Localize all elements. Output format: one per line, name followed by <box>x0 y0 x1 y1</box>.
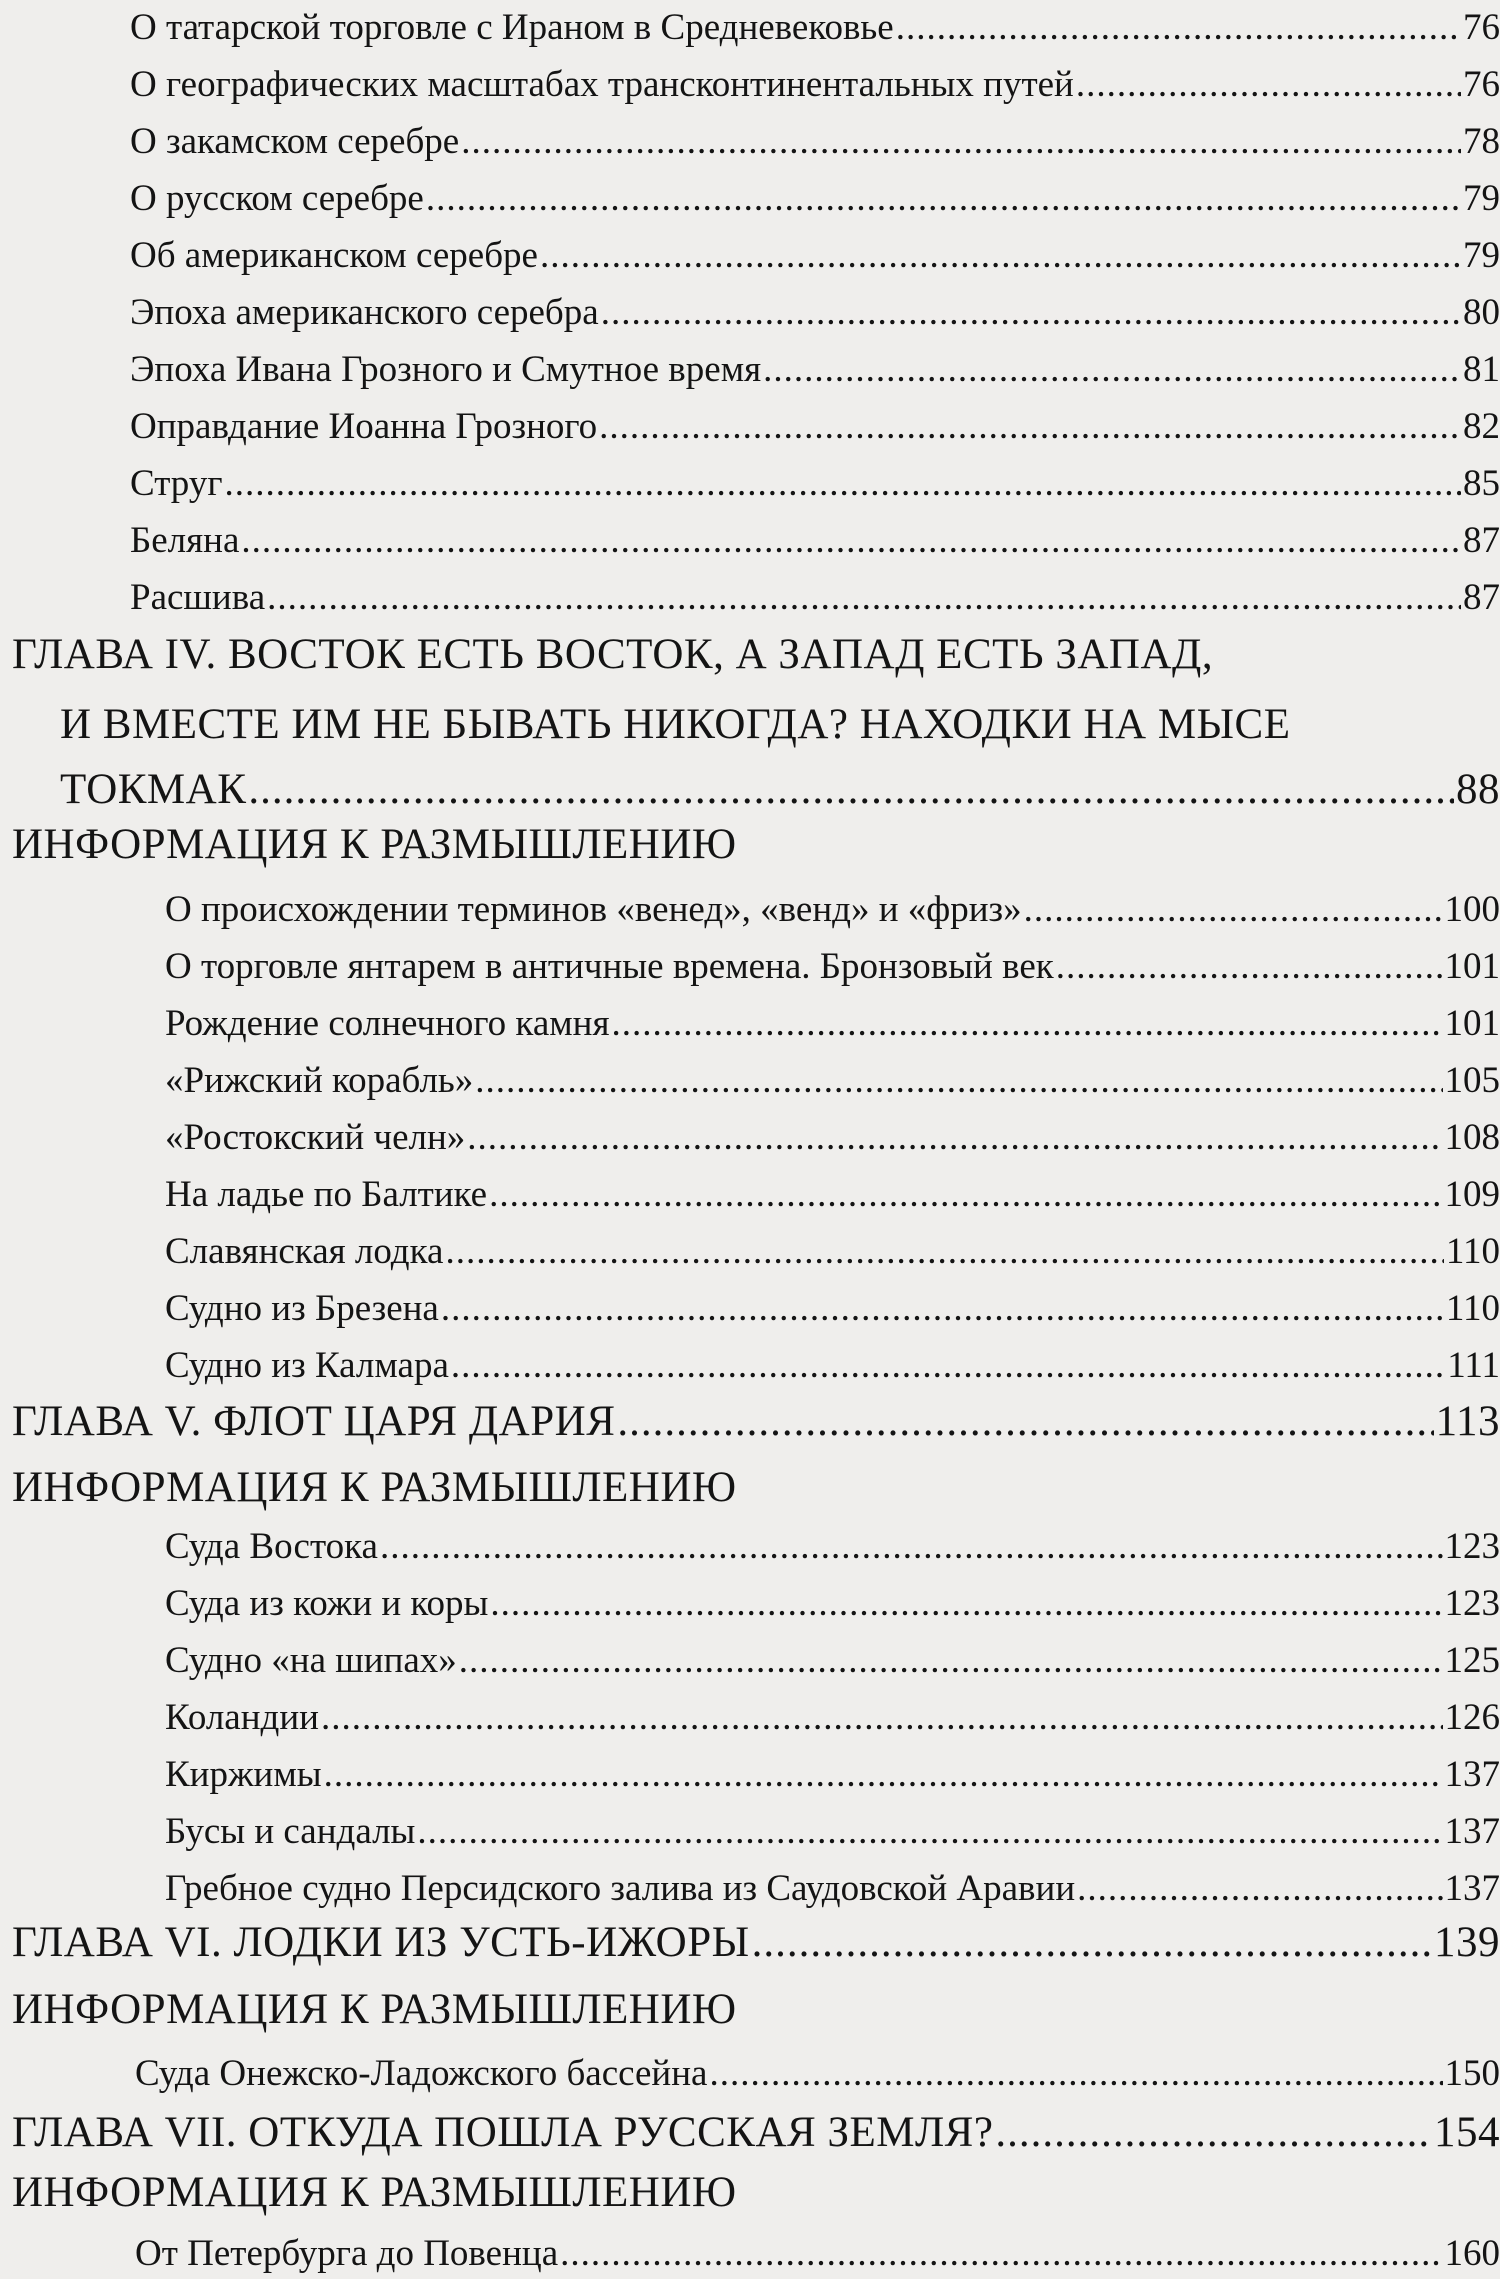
toc-entry <box>165 1116 1500 1159</box>
leader-dots <box>1056 945 1443 988</box>
leader-dots <box>560 2232 1442 2275</box>
toc-entry <box>165 1287 1500 1330</box>
toc-entry-title: Судно из Калмара <box>165 1345 449 1386</box>
leader-dots <box>467 1116 1442 1159</box>
toc-entry <box>165 1230 1500 1273</box>
chapter-heading <box>12 1397 1500 1446</box>
toc-entry <box>165 1753 1500 1796</box>
toc-entry-title: Оправдание Иоанна Грозного <box>130 406 598 447</box>
toc-entry <box>165 1002 1500 1045</box>
leader-dots <box>752 1918 1432 1967</box>
toc-entry-page: 111 <box>1447 1345 1500 1386</box>
section-heading <box>12 1985 1500 2034</box>
toc-entry <box>165 1344 1500 1387</box>
leader-dots <box>490 1582 1442 1625</box>
toc-entry <box>165 1867 1500 1910</box>
toc-entry-page: 105 <box>1444 1060 1500 1101</box>
toc-entry-page: 100 <box>1444 889 1500 930</box>
toc-entry-title: О закамском серебре <box>130 121 460 162</box>
toc-entry <box>130 177 1500 220</box>
leader-dots <box>461 120 1461 163</box>
leader-dots <box>709 2052 1442 2095</box>
leader-dots <box>995 2108 1432 2157</box>
chapter-heading <box>12 2108 1500 2157</box>
toc-entry-page: 125 <box>1444 1640 1500 1681</box>
chapter-heading-continued <box>60 700 1500 749</box>
toc-entry <box>130 234 1500 277</box>
toc-entry <box>165 1810 1500 1853</box>
toc-entry-title: Рождение солнечного камня <box>165 1003 610 1044</box>
toc-entry-title: Бусы и сандалы <box>165 1811 416 1852</box>
toc-entry <box>165 1582 1500 1625</box>
toc-entry-page: 139 <box>1434 1919 1500 1966</box>
leader-dots <box>896 6 1461 49</box>
toc-entry-page: 150 <box>1444 2053 1500 2094</box>
toc-entry-page: 101 <box>1444 1003 1500 1044</box>
toc-entry-title: От Петербурга до Повенца <box>135 2233 559 2274</box>
section-heading <box>12 2168 1500 2217</box>
leader-dots <box>540 234 1461 277</box>
toc-entry-title: На ладье по Балтике <box>165 1174 488 1215</box>
toc-entry-page: 113 <box>1435 1398 1500 1445</box>
toc-entry-page: 126 <box>1444 1697 1500 1738</box>
toc-entry <box>165 1696 1500 1739</box>
toc-entry-title: Об американском серебре <box>130 235 538 276</box>
toc-entry-page: 154 <box>1434 2109 1500 2156</box>
toc-entry <box>130 576 1500 619</box>
toc-entry <box>165 888 1500 931</box>
toc-entry-page: 88 <box>1456 766 1500 813</box>
toc-entry-page: 110 <box>1445 1288 1500 1329</box>
leader-dots <box>612 1002 1443 1045</box>
leader-dots <box>451 1344 1445 1387</box>
toc-entry-title: «Ростокский челн» <box>165 1117 466 1158</box>
toc-entry-title: Суда из кожи и коры <box>165 1583 489 1624</box>
leader-dots <box>617 1397 1433 1446</box>
leader-dots <box>599 405 1461 448</box>
leader-dots <box>601 291 1461 334</box>
section-title: ИНФОРМАЦИЯ К РАЗМЫШЛЕНИЮ <box>12 821 737 868</box>
leader-dots <box>426 177 1461 220</box>
toc-entry-title: О торговле янтарем в античные времена. Бронзовый век <box>165 946 1054 987</box>
toc-entry-title: Суда Востока <box>165 1526 378 1567</box>
toc-entry-page: 101 <box>1444 946 1500 987</box>
leader-dots <box>1024 888 1443 931</box>
toc-entry-page: 110 <box>1445 1231 1500 1272</box>
toc-entry-page: 82 <box>1463 406 1500 447</box>
toc-entry-title: О географических масштабах трансконтинентальных путей <box>130 64 1074 105</box>
toc-entry-title: О происхождении терминов «венед», «венд» и «фриз» <box>165 889 1022 930</box>
leader-dots <box>380 1525 1443 1568</box>
leader-dots <box>324 1753 1443 1796</box>
section-title: ИНФОРМАЦИЯ К РАЗМЫШЛЕНИЮ <box>12 2169 737 2216</box>
section-title: ИНФОРМАЦИЯ К РАЗМЫШЛЕНИЮ <box>12 1986 737 2033</box>
leader-dots <box>267 576 1461 619</box>
toc-entry <box>130 462 1500 505</box>
toc-entry-page: 79 <box>1463 178 1500 219</box>
toc-entry-title: Судно из Брезена <box>165 1288 439 1329</box>
toc-entry-title: О татарской торговле с Ираном в Средневековье <box>130 7 894 48</box>
leader-dots <box>763 348 1461 391</box>
toc-entry-title: Суда Онежско-Ладожского бассейна <box>135 2053 708 2094</box>
toc-entry-page: 109 <box>1444 1174 1500 1215</box>
section-heading <box>12 1463 1500 1512</box>
toc-entry-page: 78 <box>1463 121 1500 162</box>
toc-entry-page: 87 <box>1463 577 1500 618</box>
toc-entry <box>130 519 1500 562</box>
leader-dots <box>1077 1867 1442 1910</box>
toc-entry <box>135 2232 1500 2275</box>
toc-entry-page: 108 <box>1444 1117 1500 1158</box>
toc-entry-page: 87 <box>1463 520 1500 561</box>
chapter-title: ТОКМАК <box>60 766 247 813</box>
toc-entry-title: О русском серебре <box>130 178 424 219</box>
chapter-title: ГЛАВА VI. ЛОДКИ ИЗ УСТЬ-ИЖОРЫ <box>12 1919 750 1966</box>
toc-entry-title: Славянская лодка <box>165 1231 444 1272</box>
toc-entry-page: 76 <box>1463 7 1500 48</box>
toc-entry-title: Коландии <box>165 1697 319 1738</box>
leader-dots <box>321 1696 1443 1739</box>
toc-entry-page: 137 <box>1444 1868 1500 1909</box>
toc-entry-page: 80 <box>1463 292 1500 333</box>
section-title: ИНФОРМАЦИЯ К РАЗМЫШЛЕНИЮ <box>12 1464 737 1511</box>
leader-dots <box>459 1639 1443 1682</box>
leader-dots <box>441 1287 1444 1330</box>
toc-entry <box>130 405 1500 448</box>
toc-entry <box>135 2052 1500 2095</box>
toc-entry-title: Беляна <box>130 520 240 561</box>
toc-entry <box>130 63 1500 106</box>
chapter-heading-continued <box>60 765 1500 814</box>
toc-entry-title: Киржимы <box>165 1754 322 1795</box>
leader-dots <box>225 462 1462 505</box>
toc-entry <box>130 120 1500 163</box>
chapter-title: И ВМЕСТЕ ИМ НЕ БЫВАТЬ НИКОГДА? НАХОДКИ НА МЫСЕ <box>60 701 1291 748</box>
leader-dots <box>489 1173 1442 1216</box>
leader-dots <box>1076 63 1461 106</box>
toc-entry-title: Струг <box>130 463 223 504</box>
toc-entry <box>165 945 1500 988</box>
toc-entry-page: 137 <box>1444 1754 1500 1795</box>
toc-entry-page: 160 <box>1444 2233 1500 2274</box>
toc-entry-page: 85 <box>1463 463 1500 504</box>
leader-dots <box>241 519 1461 562</box>
leader-dots <box>445 1230 1443 1273</box>
chapter-heading <box>12 1918 1500 1967</box>
chapter-heading <box>12 630 1500 679</box>
toc-entry-title: Эпоха Ивана Грозного и Смутное время <box>130 349 762 390</box>
chapter-title: ГЛАВА V. ФЛОТ ЦАРЯ ДАРИЯ <box>12 1398 616 1445</box>
toc-entry-title: Эпоха американского серебра <box>130 292 599 333</box>
toc-entry <box>165 1173 1500 1216</box>
toc-entry <box>165 1059 1500 1102</box>
toc-entry-page: 137 <box>1444 1811 1500 1852</box>
toc-entry <box>165 1525 1500 1568</box>
leader-dots <box>417 1810 1442 1853</box>
toc-entry-page: 81 <box>1463 349 1500 390</box>
chapter-title: ГЛАВА IV. ВОСТОК ЕСТЬ ВОСТОК, А ЗАПАД ЕСТЬ ЗАПАД, <box>12 631 1214 678</box>
toc-entry <box>130 291 1500 334</box>
toc-entry-title: Судно «на шипах» <box>165 1640 457 1681</box>
toc-entry <box>130 348 1500 391</box>
toc-entry-title: Гребное судно Персидского залива из Саудовской Аравии <box>165 1868 1076 1909</box>
leader-dots <box>475 1059 1442 1102</box>
toc-entry-title: Расшива <box>130 577 266 618</box>
chapter-title: ГЛАВА VII. ОТКУДА ПОШЛА РУССКАЯ ЗЕМЛЯ? <box>12 2109 994 2156</box>
toc-entry-page: 76 <box>1463 64 1500 105</box>
toc-entry-title: «Рижский корабль» <box>165 1060 474 1101</box>
toc-entry-page: 123 <box>1444 1526 1500 1567</box>
toc-entry-page: 79 <box>1463 235 1500 276</box>
toc-entry <box>165 1639 1500 1682</box>
section-heading <box>12 820 1500 869</box>
toc-entry <box>130 6 1500 49</box>
leader-dots <box>248 765 1454 814</box>
toc-entry-page: 123 <box>1444 1583 1500 1624</box>
